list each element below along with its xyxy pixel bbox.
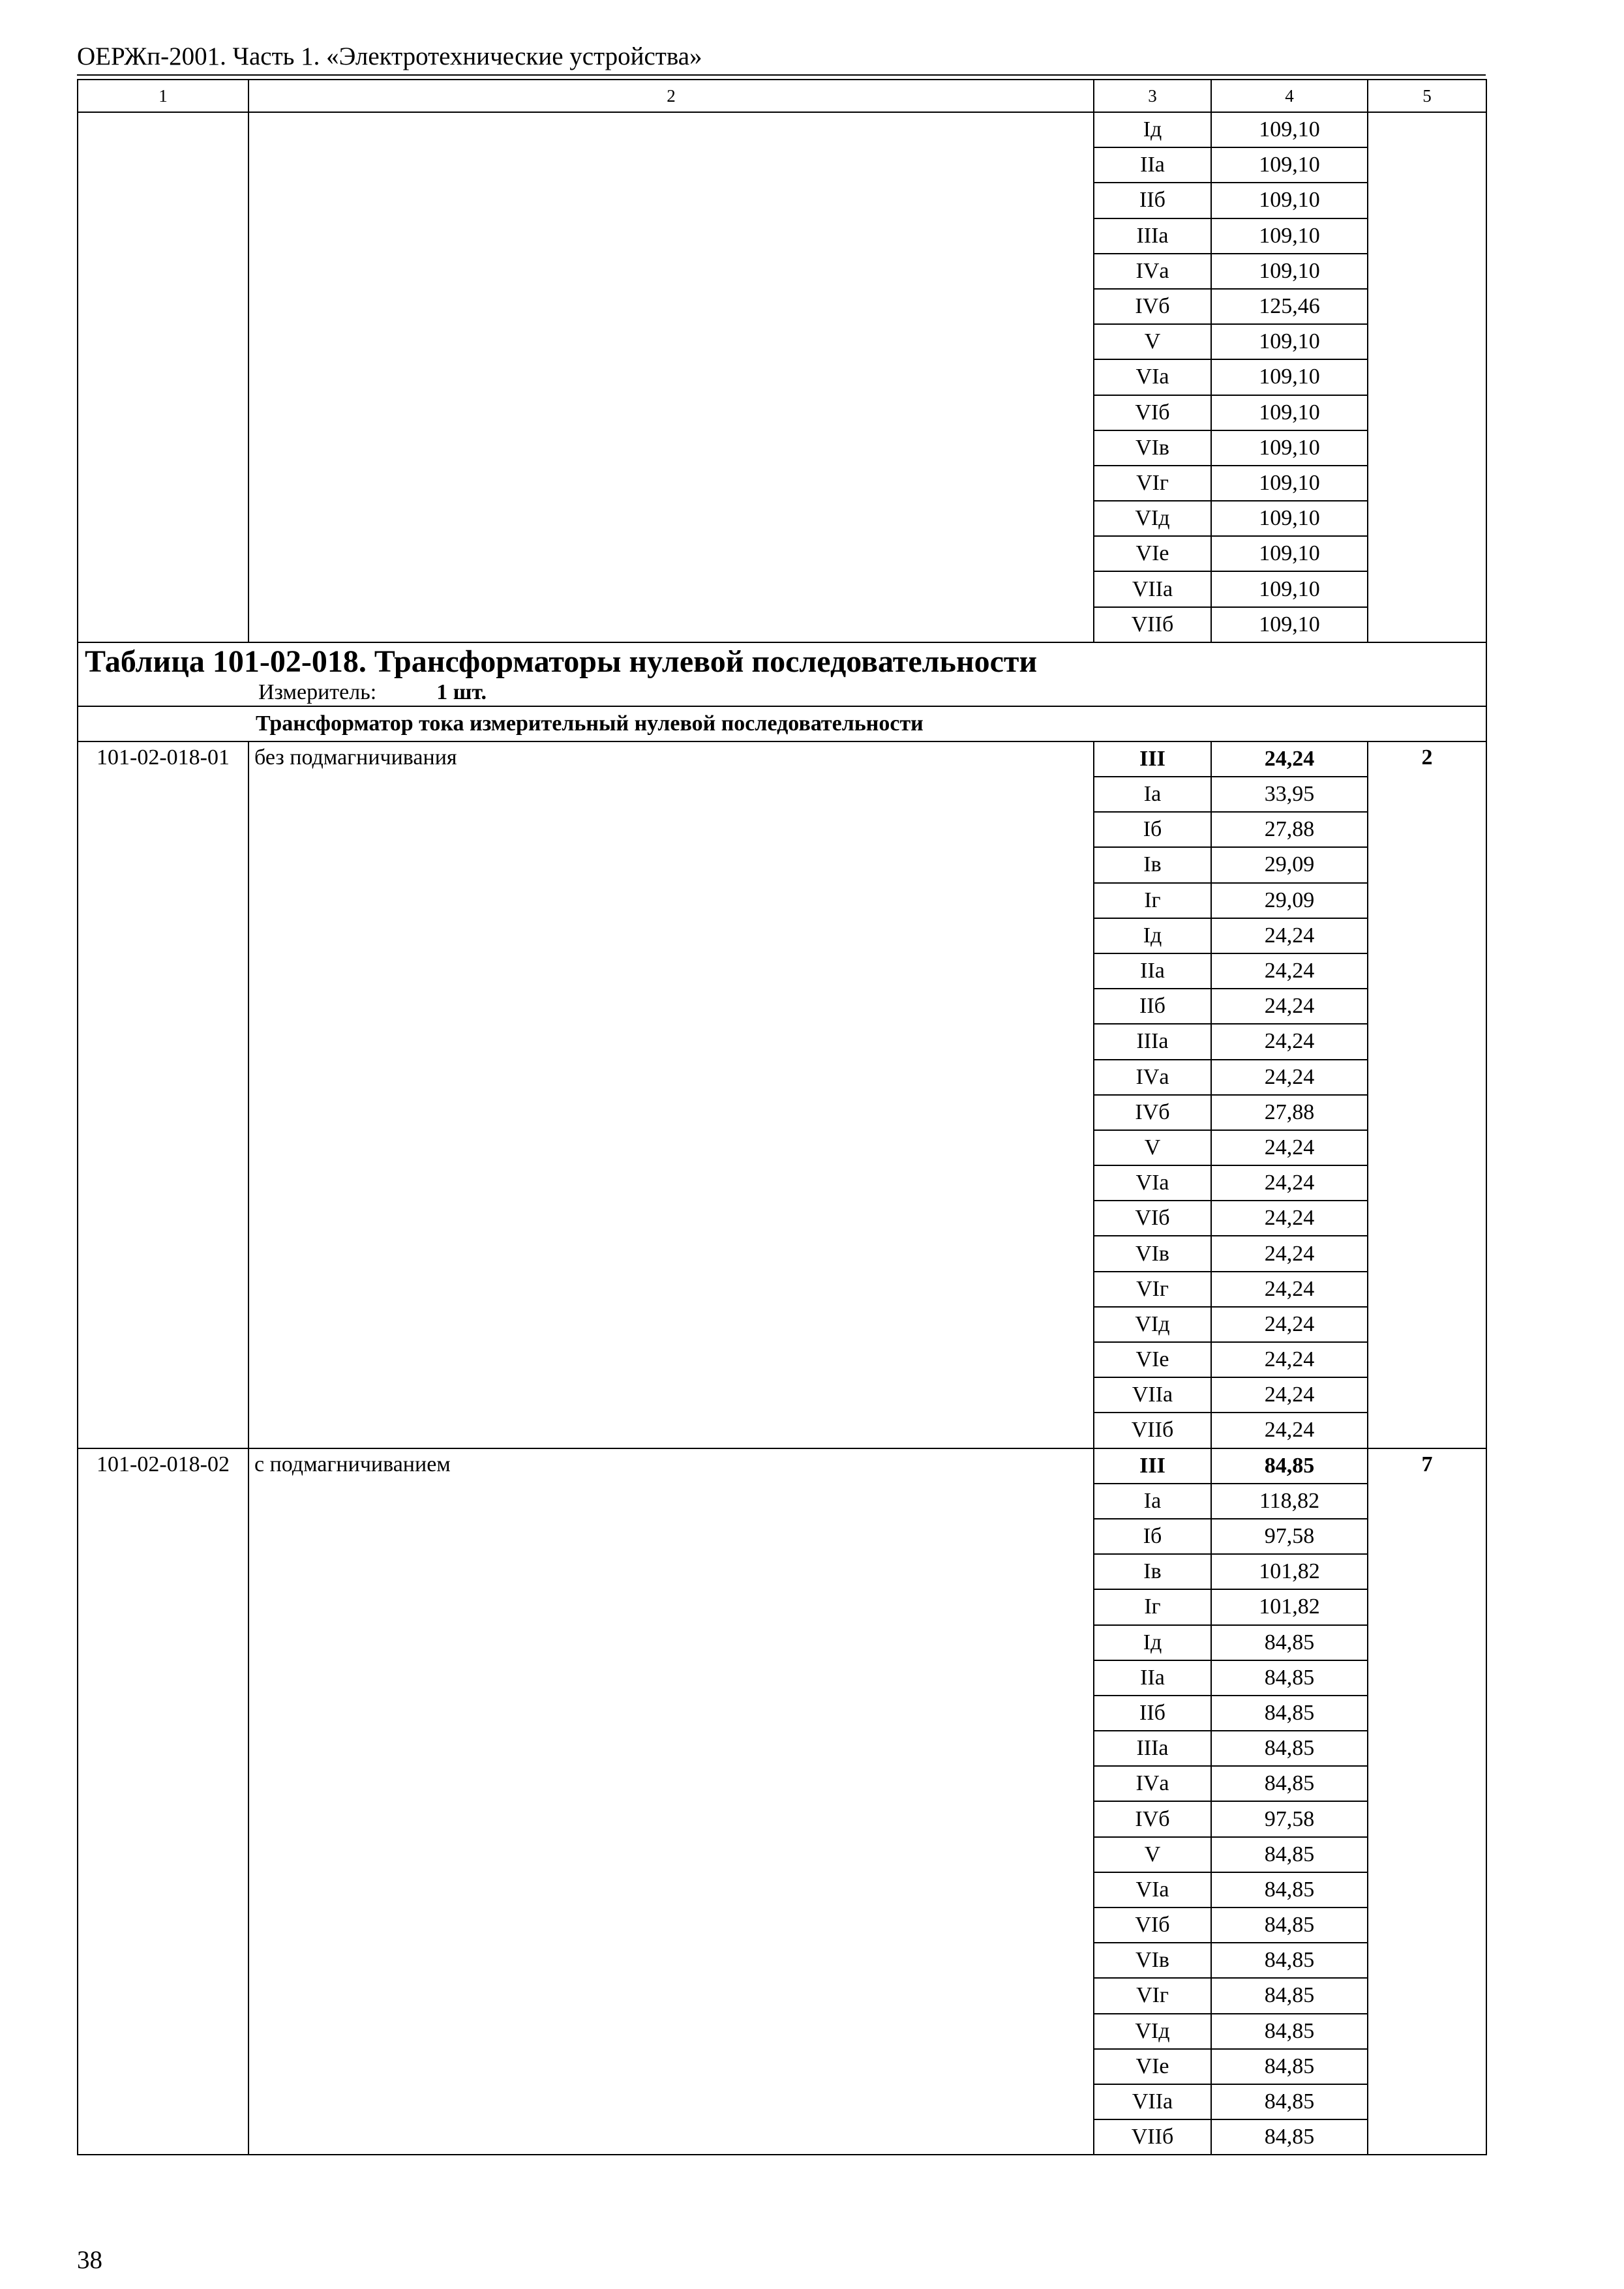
category-cell: VIв <box>1094 1943 1211 1978</box>
category-cell: VIв <box>1094 430 1211 466</box>
category-cell: Iа <box>1094 1484 1211 1519</box>
category-cell: VIб <box>1094 395 1211 430</box>
category-cell: Iа <box>1094 777 1211 812</box>
value-cell: 33,95 <box>1211 777 1368 812</box>
value-cell: 109,10 <box>1211 607 1368 642</box>
category-cell: IIб <box>1094 183 1211 218</box>
category-cell: Iг <box>1094 883 1211 918</box>
category-cell: IIа <box>1094 953 1211 989</box>
category-cell: Iд <box>1094 918 1211 953</box>
value-cell: 101,82 <box>1211 1589 1368 1624</box>
category-cell: Iб <box>1094 1519 1211 1554</box>
category-cell: VIд <box>1094 2014 1211 2049</box>
value-cell: 24,24 <box>1211 1377 1368 1413</box>
table-title-cell <box>78 642 1486 706</box>
value-cell: 109,10 <box>1211 466 1368 501</box>
category-cell: IVа <box>1094 254 1211 289</box>
category-cell: Iб <box>1094 812 1211 847</box>
category-cell: VIд <box>1094 501 1211 536</box>
value-cell: 109,10 <box>1211 359 1368 395</box>
item-1-row <box>78 741 1486 777</box>
value-cell: 109,10 <box>1211 536 1368 571</box>
value-cell: 109,10 <box>1211 430 1368 466</box>
category-cell: IIб <box>1094 1696 1211 1731</box>
column-number-2: 2 <box>248 80 1094 112</box>
value-cell: 84,85 <box>1211 1908 1368 1943</box>
value-cell: 101,82 <box>1211 1554 1368 1589</box>
column-number-1: 1 <box>78 80 248 112</box>
column-number-row <box>78 80 1486 112</box>
value-cell: 109,10 <box>1211 571 1368 606</box>
category-cell: VIа <box>1094 359 1211 395</box>
category-cell: IVб <box>1094 1095 1211 1130</box>
category-cell: V <box>1094 324 1211 359</box>
item-description: с подмагничиванием <box>248 1448 1094 2155</box>
value-cell: 24,24 <box>1211 1060 1368 1095</box>
value-cell: 84,85 <box>1211 1766 1368 1801</box>
category-cell: Iд <box>1094 1625 1211 1660</box>
value-cell: 97,58 <box>1211 1519 1368 1554</box>
header-rule <box>77 74 1486 76</box>
value-cell: 125,46 <box>1211 289 1368 324</box>
value-cell: 84,85 <box>1211 1696 1368 1731</box>
category-cell: VIе <box>1094 536 1211 571</box>
value-cell: 29,09 <box>1211 883 1368 918</box>
rates-table <box>77 79 1487 2155</box>
category-cell: VIа <box>1094 1165 1211 1201</box>
category-cell: V <box>1094 1130 1211 1165</box>
value-cell: 29,09 <box>1211 847 1368 882</box>
value-cell: 27,88 <box>1211 1095 1368 1130</box>
value-cell: 24,24 <box>1211 1307 1368 1342</box>
extra-cell: 2 <box>1368 741 1486 1448</box>
item-description <box>248 112 1094 642</box>
value-cell: 118,82 <box>1211 1484 1368 1519</box>
value-cell: 24,24 <box>1211 1413 1368 1448</box>
category-cell: VIIб <box>1094 1413 1211 1448</box>
category-cell: IIа <box>1094 147 1211 183</box>
column-number-4: 4 <box>1211 80 1368 112</box>
category-cell: IIIа <box>1094 1731 1211 1766</box>
page-number: 38 <box>77 2246 102 2274</box>
value-cell: 84,85 <box>1211 1872 1368 1908</box>
category-cell: VIIа <box>1094 2084 1211 2119</box>
value-cell: 109,10 <box>1211 183 1368 218</box>
table-title: Таблица 101-02-018. Трансформаторы нулевой последовательности <box>85 644 1038 679</box>
value-cell: 84,85 <box>1211 2119 1368 2155</box>
category-cell: VIе <box>1094 1342 1211 1377</box>
category-cell: IIIа <box>1094 1024 1211 1059</box>
category-cell: VIд <box>1094 1307 1211 1342</box>
category-cell: VIа <box>1094 1872 1211 1908</box>
category-cell: III <box>1094 1448 1211 1484</box>
value-cell: 84,85 <box>1211 1448 1368 1484</box>
value-cell: 109,10 <box>1211 395 1368 430</box>
category-cell: VIб <box>1094 1908 1211 1943</box>
value-cell: 109,10 <box>1211 218 1368 254</box>
category-cell: IVа <box>1094 1060 1211 1095</box>
value-cell: 24,24 <box>1211 953 1368 989</box>
item-code: 101-02-018-02 <box>78 1448 248 2155</box>
value-cell: 109,10 <box>1211 112 1368 147</box>
category-cell: IVб <box>1094 1801 1211 1836</box>
item-code: 101-02-018-01 <box>78 741 248 1448</box>
rates-table-body <box>78 80 1486 2155</box>
value-cell: 84,85 <box>1211 1625 1368 1660</box>
value-cell: 24,24 <box>1211 1201 1368 1236</box>
value-cell: 84,85 <box>1211 1837 1368 1872</box>
value-cell: 24,24 <box>1211 741 1368 777</box>
value-cell: 24,24 <box>1211 1236 1368 1271</box>
continuation-row <box>78 112 1486 147</box>
value-cell: 84,85 <box>1211 2014 1368 2049</box>
extra-cell: 7 <box>1368 1448 1486 2155</box>
category-cell: VIе <box>1094 2049 1211 2084</box>
measure-label: Измеритель: <box>258 680 377 704</box>
category-cell: VIб <box>1094 1201 1211 1236</box>
value-cell: 109,10 <box>1211 147 1368 183</box>
value-cell: 109,10 <box>1211 254 1368 289</box>
category-cell: IIIа <box>1094 218 1211 254</box>
category-cell: VIг <box>1094 1978 1211 2013</box>
item-code <box>78 112 248 642</box>
category-cell: VIIа <box>1094 1377 1211 1413</box>
value-cell: 84,85 <box>1211 1660 1368 1696</box>
table-title-row <box>78 642 1486 706</box>
category-cell: V <box>1094 1837 1211 1872</box>
column-number-3: 3 <box>1094 80 1211 112</box>
value-cell: 109,10 <box>1211 324 1368 359</box>
measure-line <box>85 681 1486 704</box>
item-description: без подмагничивания <box>248 741 1094 1448</box>
value-cell: 84,85 <box>1211 2049 1368 2084</box>
value-cell: 97,58 <box>1211 1801 1368 1836</box>
value-cell: 24,24 <box>1211 1024 1368 1059</box>
value-cell: 24,24 <box>1211 1272 1368 1307</box>
subheader-row <box>78 706 1486 741</box>
measure-value: 1 шт. <box>436 680 487 704</box>
category-cell: Iд <box>1094 112 1211 147</box>
value-cell: 109,10 <box>1211 501 1368 536</box>
extra-cell <box>1368 112 1486 642</box>
item-2-row <box>78 1448 1486 1484</box>
value-cell: 24,24 <box>1211 1342 1368 1377</box>
category-cell: VIг <box>1094 466 1211 501</box>
category-cell: VIв <box>1094 1236 1211 1271</box>
value-cell: 24,24 <box>1211 989 1368 1024</box>
category-cell: Iг <box>1094 1589 1211 1624</box>
category-cell: VIIб <box>1094 607 1211 642</box>
value-cell: 84,85 <box>1211 1978 1368 2013</box>
value-cell: 84,85 <box>1211 2084 1368 2119</box>
category-cell: III <box>1094 741 1211 777</box>
page-header-title: ОЕРЖп-2001. Часть 1. «Электротехнические устройства» <box>77 42 702 70</box>
value-cell: 24,24 <box>1211 1130 1368 1165</box>
value-cell: 84,85 <box>1211 1943 1368 1978</box>
value-cell: 24,24 <box>1211 918 1368 953</box>
category-cell: IIа <box>1094 1660 1211 1696</box>
column-number-5: 5 <box>1368 80 1486 112</box>
category-cell: VIIа <box>1094 571 1211 606</box>
category-cell: VIIб <box>1094 2119 1211 2155</box>
category-cell: IIб <box>1094 989 1211 1024</box>
value-cell: 27,88 <box>1211 812 1368 847</box>
category-cell: VIг <box>1094 1272 1211 1307</box>
subheader-text: Трансформатор тока измерительный нулевой последовательности <box>78 706 1486 741</box>
category-cell: IVб <box>1094 289 1211 324</box>
category-cell: Iв <box>1094 1554 1211 1589</box>
category-cell: Iв <box>1094 847 1211 882</box>
category-cell: IVа <box>1094 1766 1211 1801</box>
value-cell: 24,24 <box>1211 1165 1368 1201</box>
value-cell: 84,85 <box>1211 1731 1368 1766</box>
